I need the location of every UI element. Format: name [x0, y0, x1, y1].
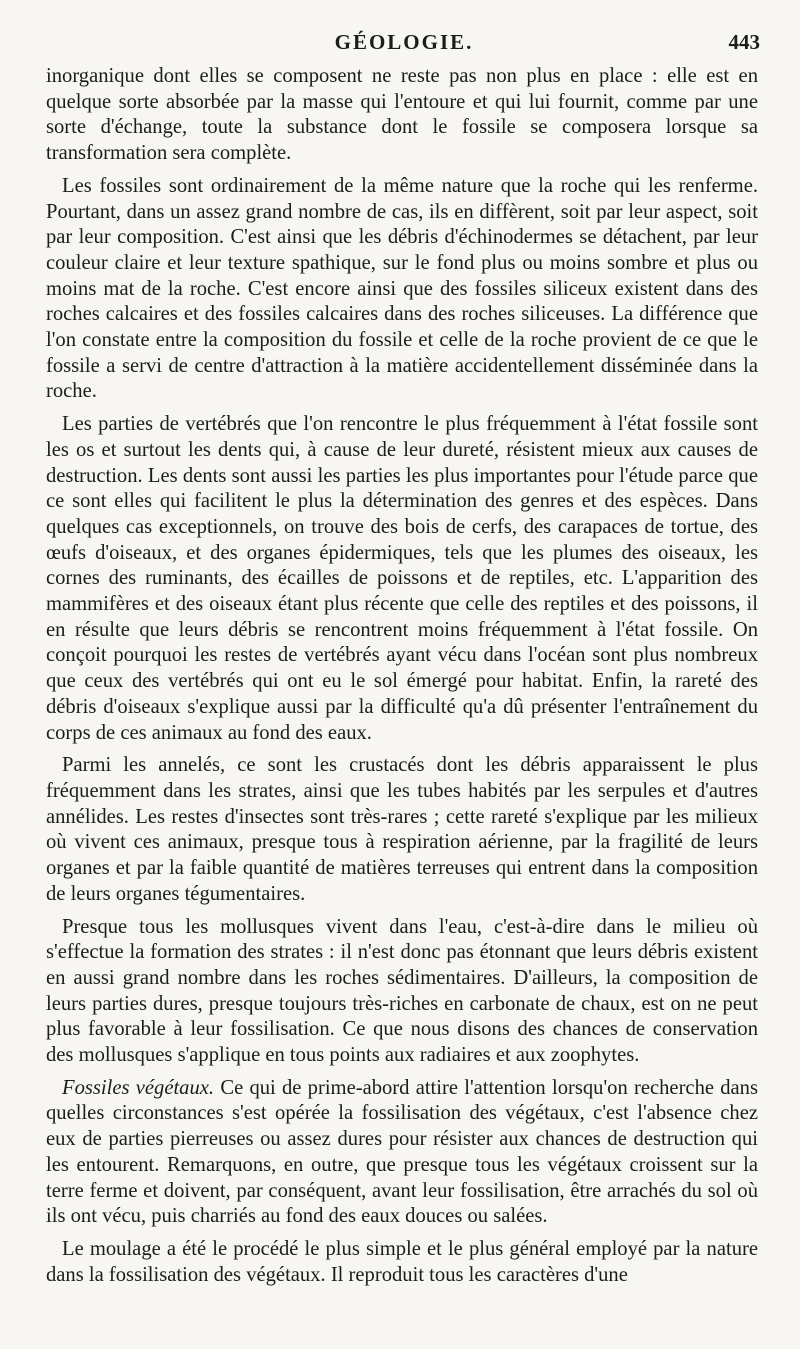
section-heading-fossiles-vegetaux: Fossiles végétaux. — [62, 1076, 215, 1099]
page-header — [48, 30, 760, 60]
paragraph-text: inorganique dont elles se composent ne reste pas non plus en place : elle est en quelque sorte absorbée par la masse qui l'entoure et qui lui fournit, comme par une sorte d'échange, toute la substance dont le fossile se composera lorsque sa transformation sera complète. — [46, 65, 758, 165]
body-text — [46, 64, 758, 1288]
paragraph-text: Les parties de vertébrés que l'on rencontre le plus fréquemment à l'état fossile sont les os et surtout les dents qui, à cause de leur dureté, résistent mieux aux causes de destruction. Les dents sont aussi les parties les plus importantes pour l'étude parce que ce sont elles qui facilitent le plus la détermination des genres et des espèces. Dans quelques cas exceptionnels, on trouve des bois de cerfs, des carapaces de tortue, des œufs d'oiseaux, et des organes épidermiques, tels que les plumes des oiseaux, les cornes des ruminants, des écailles de poissons et de reptiles, etc. L'apparition des mammifères et des oiseaux étant plus récente que celle des reptiles et des poissons, il en résulte que leurs débris se rencontrent moins fréquemment à l'état fossile. On conçoit pourquoi les restes de vertébrés ayant vécu dans l'océan sont plus nombreux que ceux des vertébrés qui ont eu le sol émergé pour habitat. Enfin, la rareté des débris d'oiseaux s'explique aussi par la difficulté qu'a dû présenter l'entraînement du corps de ces animaux au fond des eaux. — [46, 413, 758, 744]
paragraph-text: Les fossiles sont ordinairement de la même nature que la roche qui les renferme. Pourtant, dans un assez grand nombre de cas, ils en diffèrent, soit par leur aspect, soit par leur composition. C'est ainsi que les débris d'échinodermes se détachent, par leur couleur claire et leur texture spathique, sur le fond plus ou moins sombre et plus ou moins mat de la roche. C'est encore ainsi que des fossiles siliceux existent dans des roches calcaires et des fossiles calcaires dans des roches siliceuses. La différence que l'on constate entre la composition du fossile et celle de la roche provient de ce que le fossile a servi de centre d'attraction à la matière accidentellement disséminée dans la roche. — [46, 174, 758, 403]
paragraph-3 — [46, 412, 758, 746]
running-title: GÉOLOGIE. — [334, 30, 474, 54]
paragraph-4 — [46, 753, 758, 907]
paragraph-text: Ce qui de prime-abord attire l'attention lorsqu'on recherche dans quelles circonstances s'est opérée la fossilisation des végétaux, c'est l'absence chez eux de parties pierreuses ou assez dures pour résister aux chances de destruction qui les entourent. Remarquons, en outre, que presque tous les végétaux croissent sur la terre ferme et doivent, par conséquent, avant leur fossilisation, être arrachés du sol où ils ont vécu, puis charriés au fond des eaux douces ou salées. — [46, 1076, 758, 1228]
page-number: 443 — [728, 30, 760, 54]
paragraph-2 — [46, 174, 758, 405]
paragraph-text: Le moulage a été le procédé le plus simple et le plus général employé par la nature dans la fossilisation des végétaux. Il reproduit tous les caractères d'une — [46, 1237, 758, 1286]
paragraph-text: Presque tous les mollusques vivent dans l'eau, c'est-à-dire dans le milieu où s'effectue la formation des strates : il n'est donc pas étonnant que leurs débris existent en aussi grand nombre dans les roches sédimentaires. D'ailleurs, la composition de leurs parties dures, presque toujours très-riches en carbonate de chaux, est on ne peut plus favorable à leur fossilisation. Ce que nous disons des chances de conservation des mollusques s'applique en tous points aux radiaires et aux zoophytes. — [46, 915, 758, 1067]
paragraph-1 — [46, 64, 758, 167]
paragraph-5 — [46, 915, 758, 1069]
paragraph-6 — [46, 1076, 758, 1230]
paragraph-7 — [46, 1237, 758, 1288]
paragraph-text: Parmi les annelés, ce sont les crustacés dont les débris apparaissent le plus fréquemment dans les strates, ainsi que les tubes habités par les serpules et d'autres annélides. Les restes d'insectes sont très-rares ; cette rareté s'explique par les milieux où vivent ces animaux, presque tous à respiration aérienne, par la fragilité de leurs organes et par la faible quantité de matières terreuses qui entrent dans la composition de leurs organes tégumentaires. — [46, 754, 758, 905]
